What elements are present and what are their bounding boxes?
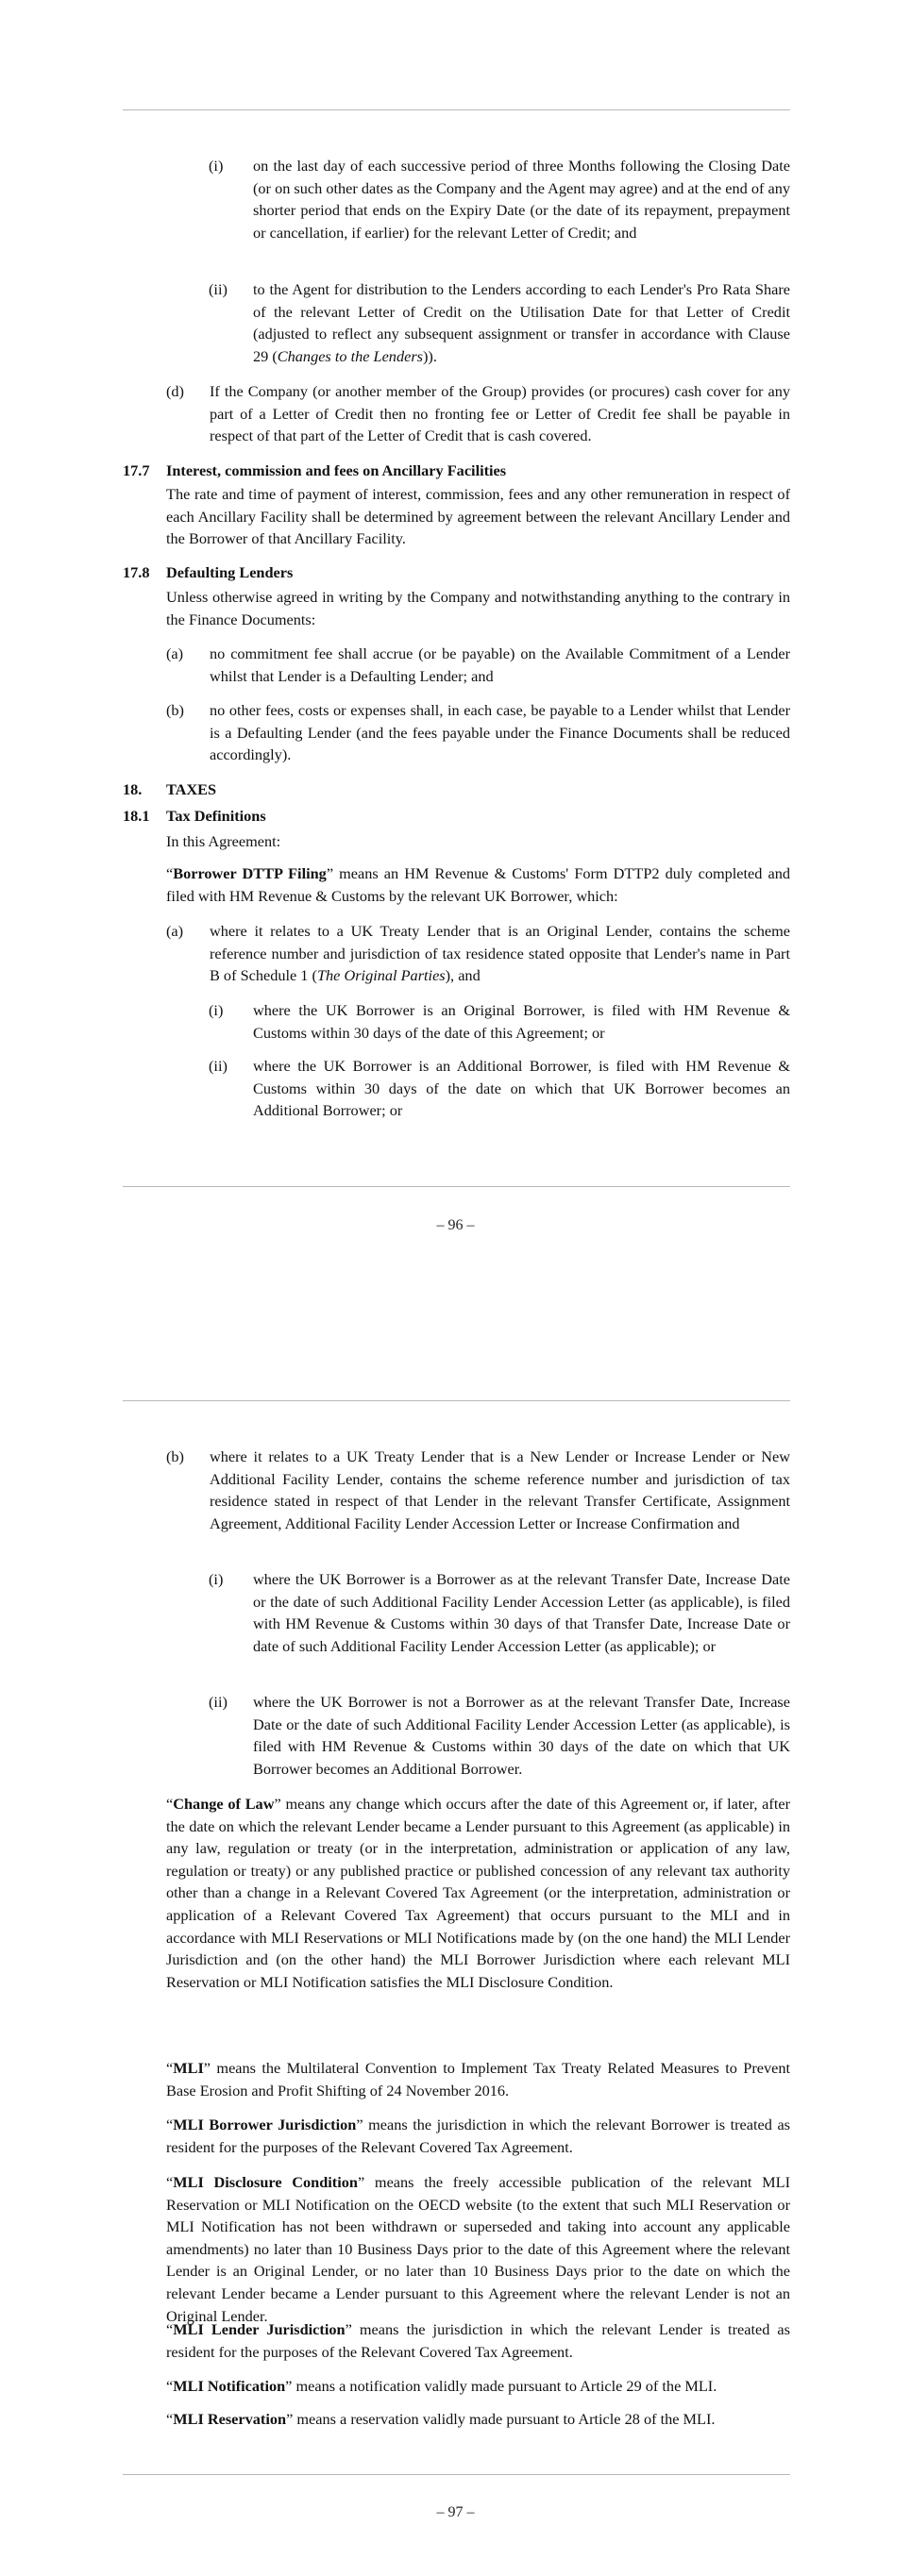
item-d-label: (d) xyxy=(166,382,184,400)
item-ii-text: to the Agent for distribution to the Lenders according to each Lender's Pro Rata Share of the relevant Letter of Credit on the Utilisation Date for that Letter of Credit (adjusted to reflect any subsequent assignment or transfer in accordance with Clause 29 (Changes to the Lenders)). xyxy=(253,280,790,365)
defined-term: MLI Lender Jurisdiction xyxy=(173,2320,346,2338)
section-17-7-text: The rate and time of payment of interest, commission, fees and any other remuneration in respect of each Ancillary Facility shall be determined by agreement between the relevant Ancillary Lender and the Borrower of that Ancillary Facility. xyxy=(166,485,790,548)
item-a-text: no commitment fee shall accrue (or be payable) on the Available Commitment of a Lender whilst that Lender is a Defaulting Lender; and xyxy=(210,644,790,685)
definition-mli: “MLI” means the Multilateral Convention to Implement Tax Treaty Related Measures to Prevent Base Erosion and Profit Shifting of 24 November 2016. xyxy=(166,2059,790,2099)
definition-mli-disclosure-condition: “MLI Disclosure Condition” means the freely accessible publication of the relevant MLI Reservation or MLI Notification on the OECD website (to the extent that such MLI Reservation or MLI Notification has not been withdrawn or superseded and taking into account any applicable amendments) no later than 10 Business Days prior to the date of this Agreement where the relevant Lender is an Original Lender, or no later than 10 Business Days prior to the date on which the relevant Lender became a Lender pursuant to this Agreement where the relevant Lender is not an Original Lender. xyxy=(166,2173,790,2325)
top-rule xyxy=(123,1400,790,1401)
item-i-text: where the UK Borrower is an Original Borrower, is filed with HM Revenue & Customs within 30 days of the date of this Agreement; or xyxy=(253,1001,790,1042)
item-b-label: (b) xyxy=(166,701,184,719)
page-97 xyxy=(0,1291,911,2576)
item-ii-label: (ii) xyxy=(209,1693,228,1711)
section-18-number: 18. xyxy=(123,780,143,798)
defined-term: Borrower DTTP Filing xyxy=(173,864,327,882)
item-i-label: (i) xyxy=(209,157,224,175)
item-a-label: (a) xyxy=(166,922,184,940)
item-a-text: where it relates to a UK Treaty Lender that is an Original Lender, contains the scheme reference number and jurisdiction of tax residence stated opposite that Lender's name in Part B of Schedule 1 (The Original Parties), and xyxy=(210,922,790,985)
defined-term: MLI Borrower Jurisdiction xyxy=(173,2116,357,2133)
definition-borrower-dttp-filing: “Borrower DTTP Filing” means an HM Revenue & Customs' Form DTTP2 duly completed and filed with HM Revenue & Customs by the relevant UK Borrower, which: xyxy=(166,864,790,905)
definition-mli-borrower-jurisdiction: “MLI Borrower Jurisdiction” means the jurisdiction in which the relevant Borrower is treated as resident for the purposes of the Relevant Covered Tax Agreement. xyxy=(166,2116,791,2156)
section-17-7-number: 17.7 xyxy=(123,461,150,479)
item-ii-label: (ii) xyxy=(209,280,228,298)
top-rule xyxy=(123,109,790,110)
section-18-1-number: 18.1 xyxy=(123,807,150,825)
schedule-reference: The Original Parties xyxy=(316,966,446,985)
bottom-rule xyxy=(123,1186,790,1187)
defined-term: MLI Notification xyxy=(173,2377,286,2395)
item-d-text: If the Company (or another member of the Group) provides (or procures) cash cover for any part of a Letter of Credit then no fronting fee or Letter of Credit fee shall be payable in respect of that part of the Letter of Credit that is cash covered. xyxy=(210,382,790,445)
section-17-8-intro: Unless otherwise agreed in writing by the Company and notwithstanding anything to the contrary in the Finance Documents: xyxy=(166,588,790,628)
item-b-text: no other fees, costs or expenses shall, in each case, be payable to a Lender whilst that Lender is a Defaulting Lender (and the fees payable under the Finance Documents shall be reduced accordingly). xyxy=(210,701,790,764)
defined-term: MLI Reservation xyxy=(173,2410,287,2428)
item-ii-text: where the UK Borrower is an Additional Borrower, is filed with HM Revenue & Customs within 30 days of the date on which that UK Borrower becomes an Additional Borrower; or xyxy=(253,1057,790,1120)
section-18-title: TAXES xyxy=(166,780,217,798)
item-i-label: (i) xyxy=(209,1001,224,1019)
item-i-text: where the UK Borrower is a Borrower as at the relevant Transfer Date, Increase Date or the date of such Additional Facility Lender Accession Letter (as applicable), is filed with HM Revenue & Customs within 30 days of that Transfer Date, Increase Date or date of such Additional Facility Lender Accession Letter (as applicable); or xyxy=(253,1570,790,1655)
defined-term: MLI xyxy=(173,2059,204,2077)
definition-mli-notification: “MLI Notification” means a notification validly made pursuant to Article 29 of the MLI. xyxy=(166,2377,717,2395)
page-number: – 96 – xyxy=(436,1217,475,1233)
bottom-rule xyxy=(123,2474,790,2475)
item-b-text: where it relates to a UK Treaty Lender that is a New Lender or Increase Lender or New Additional Facility Lender, contains the scheme reference number and jurisdiction of tax residence stated in respect of that Lender in the relevant Transfer Certificate, Assignment Agreement, Additional Facility Lender Accession Letter or Increase Confirmation and xyxy=(210,1447,790,1532)
defined-term: Change of Law xyxy=(173,1795,275,1813)
clause-reference: Changes to the Lenders xyxy=(277,346,423,365)
item-ii-label: (ii) xyxy=(209,1057,228,1075)
defined-term: MLI Disclosure Condition xyxy=(173,2173,358,2191)
section-17-8-number: 17.8 xyxy=(123,563,150,581)
section-18-1-title: Tax Definitions xyxy=(166,807,266,825)
definition-mli-reservation: “MLI Reservation” means a reservation validly made pursuant to Article 28 of the MLI. xyxy=(166,2410,716,2428)
item-i-label: (i) xyxy=(209,1570,224,1588)
section-17-8-title: Defaulting Lenders xyxy=(166,563,294,581)
item-b-label: (b) xyxy=(166,1447,184,1465)
item-ii-text: where the UK Borrower is not a Borrower as at the relevant Transfer Date, Increase Date or the date of such Additional Facility Lender Accession Letter (as applicable), is filed with HM Revenue & Customs within 30 days of the date on which that UK Borrower becomes an Additional Borrower. xyxy=(253,1693,790,1778)
item-i-text: on the last day of each successive period of three Months following the Closing Date (or on such other dates as the Company and the Agent may agree) and at the end of any shorter period that ends on the Expiry Date (or the date of its repayment, prepayment or cancellation, if earlier) for the relevant Letter of Credit; and xyxy=(253,157,790,242)
definition-change-of-law: “Change of Law” means any change which occurs after the date of this Agreement or, if later, after the date on which the relevant Lender became a Lender pursuant to this Agreement (as applicable) in any law, regulation or treaty (or in the interpretation, administration or application of any law, regulation or treaty) or any published practice or published concession of any relevant tax authority other than a change in a Relevant Covered Tax Agreement (or the interpretation, administration or application of a Relevant Covered Tax Agreement) that occurs pursuant to the MLI and in accordance with MLI Reservations or MLI Notifications made by (on the one hand) the MLI Lender Jurisdiction and (on the other hand) the MLI Borrower Jurisdiction where each relevant MLI Reservation or MLI Notification satisfies the MLI Disclosure Condition. xyxy=(166,1795,790,1991)
section-17-7-title: Interest, commission and fees on Ancillary Facilities xyxy=(166,461,507,479)
item-a-label: (a) xyxy=(166,644,184,662)
page-number: – 97 – xyxy=(436,2504,475,2520)
definition-mli-lender-jurisdiction: “MLI Lender Jurisdiction” means the jurisdiction in which the relevant Lender is treated as resident for the purposes of the Relevant Covered Tax Agreement. xyxy=(166,2320,790,2361)
section-18-1-intro: In this Agreement: xyxy=(166,832,281,850)
